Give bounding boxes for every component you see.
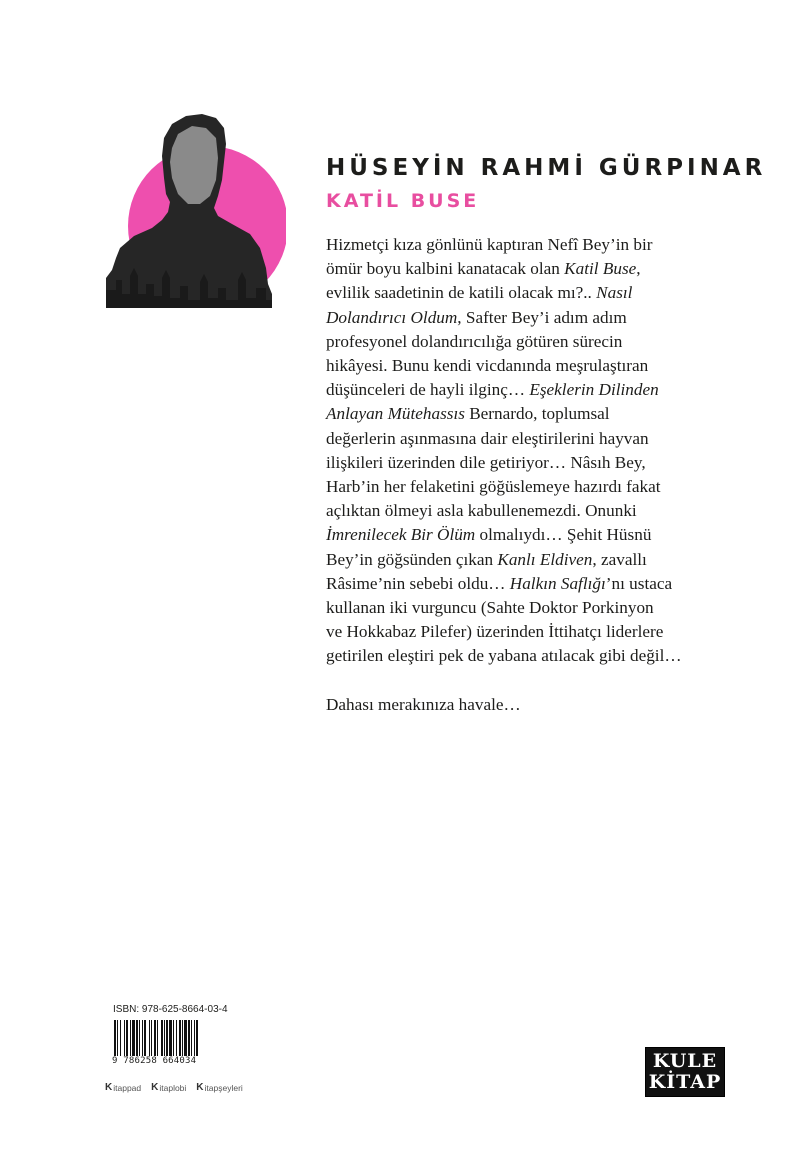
blurb-text: hikâyesi. Bunu kendi vicdanında meşrulaştıran (326, 356, 649, 376)
barcode-bar (139, 1020, 140, 1056)
store-name: itappad (113, 1082, 142, 1093)
store-name: itapşeyleri (204, 1082, 243, 1093)
barcode-bar (149, 1020, 150, 1056)
barcode-bar (132, 1020, 135, 1056)
blurb-text: ve Hokkabaz Pilefer) üzerinden İttihatçı liderlere (326, 622, 664, 642)
blurb-line (326, 523, 746, 547)
barcode-bar (136, 1020, 138, 1056)
barcode-digits: 9 786258 664034 (112, 1056, 197, 1066)
barcode-bar (191, 1020, 192, 1056)
store-logo-kitappad (105, 1082, 141, 1093)
blurb-text: değerlerin aşınmasına dair eleştirilerini hayvan (326, 428, 649, 448)
blurb-line (326, 572, 746, 596)
barcode-bar (169, 1020, 172, 1056)
blurb-text: Bernardo, toplumsal (464, 404, 610, 424)
store-logos (105, 1082, 243, 1093)
author-name: HÜSEYİN RAHMİ GÜRPINAR (326, 155, 767, 181)
blurb-italic-title: Kanlı Eldiven (497, 549, 593, 569)
blurb-italic-title: Eşeklerin Dilinden (529, 380, 659, 400)
blurb-line (326, 596, 746, 620)
isbn-label: ISBN: 978-625-8664-03-4 (113, 1004, 228, 1015)
barcode-bar (157, 1020, 158, 1056)
barcode-bar (166, 1020, 168, 1056)
barcode-bar (142, 1020, 143, 1056)
blurb-text: ömür boyu kalbini kanatacak olan (326, 259, 565, 279)
store-logo-kitaplobi (151, 1082, 186, 1093)
barcode-bar (173, 1020, 174, 1056)
blurb-text: ’nı ustaca (605, 573, 673, 593)
blurb-text: Râsime’nin sebebi oldu… (326, 573, 510, 593)
blurb-text: , zavallı (592, 549, 647, 569)
blurb-line (326, 427, 746, 451)
blurb-line (326, 620, 746, 644)
store-name: itaplobi (159, 1082, 187, 1093)
k-letter-icon: K (196, 1082, 204, 1093)
blurb-italic-title: İmrenilecek Bir Ölüm (326, 525, 476, 545)
book-title: KATİL BUSE (326, 190, 480, 212)
publisher-logo (645, 1047, 725, 1097)
barcode-bar (154, 1020, 156, 1056)
blurb-line (326, 330, 746, 354)
barcode-bar (184, 1020, 187, 1056)
publisher-logo-line1: KULE (652, 1050, 718, 1072)
blurb-text: Harb’in her felaketini göğüslemeye hazırdı fakat (326, 477, 661, 497)
blurb-closing: Dahası merakınıza havale… (326, 694, 521, 714)
barcode-bar (161, 1020, 163, 1056)
blurb-line (326, 233, 746, 257)
blurb-text: evlilik saadetinin de katili olacak mı?.. (326, 283, 597, 303)
k-letter-icon: K (151, 1082, 159, 1093)
barcode-bar (126, 1020, 128, 1056)
blurb-italic-title: Nasıl (596, 283, 633, 303)
blurb-line (326, 306, 746, 330)
blurb-text: olmalıydı… Şehit Hüsnü (475, 525, 652, 545)
blurb-text: kullanan iki vurguncu (Sahte Doktor Porkinyon (326, 598, 654, 618)
blurb-italic-title: Katil Buse (564, 259, 637, 279)
blurb-text: düşünceleri de hayli ilginç… (326, 380, 530, 400)
blurb-line (326, 378, 746, 402)
blurb-line (326, 354, 746, 378)
blurb-text: , (636, 259, 641, 279)
barcode-bar (194, 1020, 195, 1056)
barcode-bar (124, 1020, 125, 1056)
blurb-text: Bey’in göğsünden çıkan (326, 549, 498, 569)
blurb-line (326, 475, 746, 499)
barcode-bar (130, 1020, 131, 1056)
barcode-bar (176, 1020, 177, 1056)
barcode-bar (120, 1020, 121, 1056)
barcode-bar (188, 1020, 190, 1056)
blurb-paragraph (326, 233, 746, 669)
blurb-line (326, 499, 746, 523)
blurb-text: , Safter Bey’i adım adım (457, 307, 627, 327)
author-portrait (100, 108, 286, 318)
barcode-bar (179, 1020, 181, 1056)
barcode-bar (196, 1020, 198, 1056)
blurb-line (326, 644, 746, 668)
publisher-logo-line2: KİTAP (648, 1071, 722, 1093)
blurb-text: getirilen eleştiri pek de yabana atılacak gibi değil… (326, 646, 682, 666)
blurb-line (326, 402, 746, 426)
store-logo-kitapseyleri (196, 1082, 243, 1093)
blurb-line (326, 548, 746, 572)
blurb-italic-title: Halkın Saflığı (509, 573, 606, 593)
barcode-bar (117, 1020, 118, 1056)
barcode-bar (114, 1020, 116, 1056)
back-cover-blurb (326, 233, 746, 717)
blurb-italic-title: Anlayan Mütehassıs (326, 404, 465, 424)
barcode-bar (144, 1020, 146, 1056)
barcode-bar (164, 1020, 165, 1056)
blurb-text: ilişkileri üzerinden dile getiriyor… Nâsıh Bey, (326, 452, 646, 472)
k-letter-icon: K (105, 1082, 113, 1093)
barcode-bar (151, 1020, 152, 1056)
blurb-line (326, 257, 746, 281)
blurb-line (326, 281, 746, 305)
blurb-line (326, 451, 746, 475)
barcode-bar (182, 1020, 183, 1056)
blurb-text: Hizmetçi kıza gönlünü kaptıran Nefî Bey’in bir (326, 235, 653, 254)
blurb-text: açlıktan ölmeyi asla kabullenemezdi. Onunki (326, 501, 637, 521)
blurb-text: profesyonel dolandırıcılığa götüren sürecin (326, 331, 623, 351)
blurb-italic-title: Dolandırıcı Oldum (326, 307, 458, 327)
